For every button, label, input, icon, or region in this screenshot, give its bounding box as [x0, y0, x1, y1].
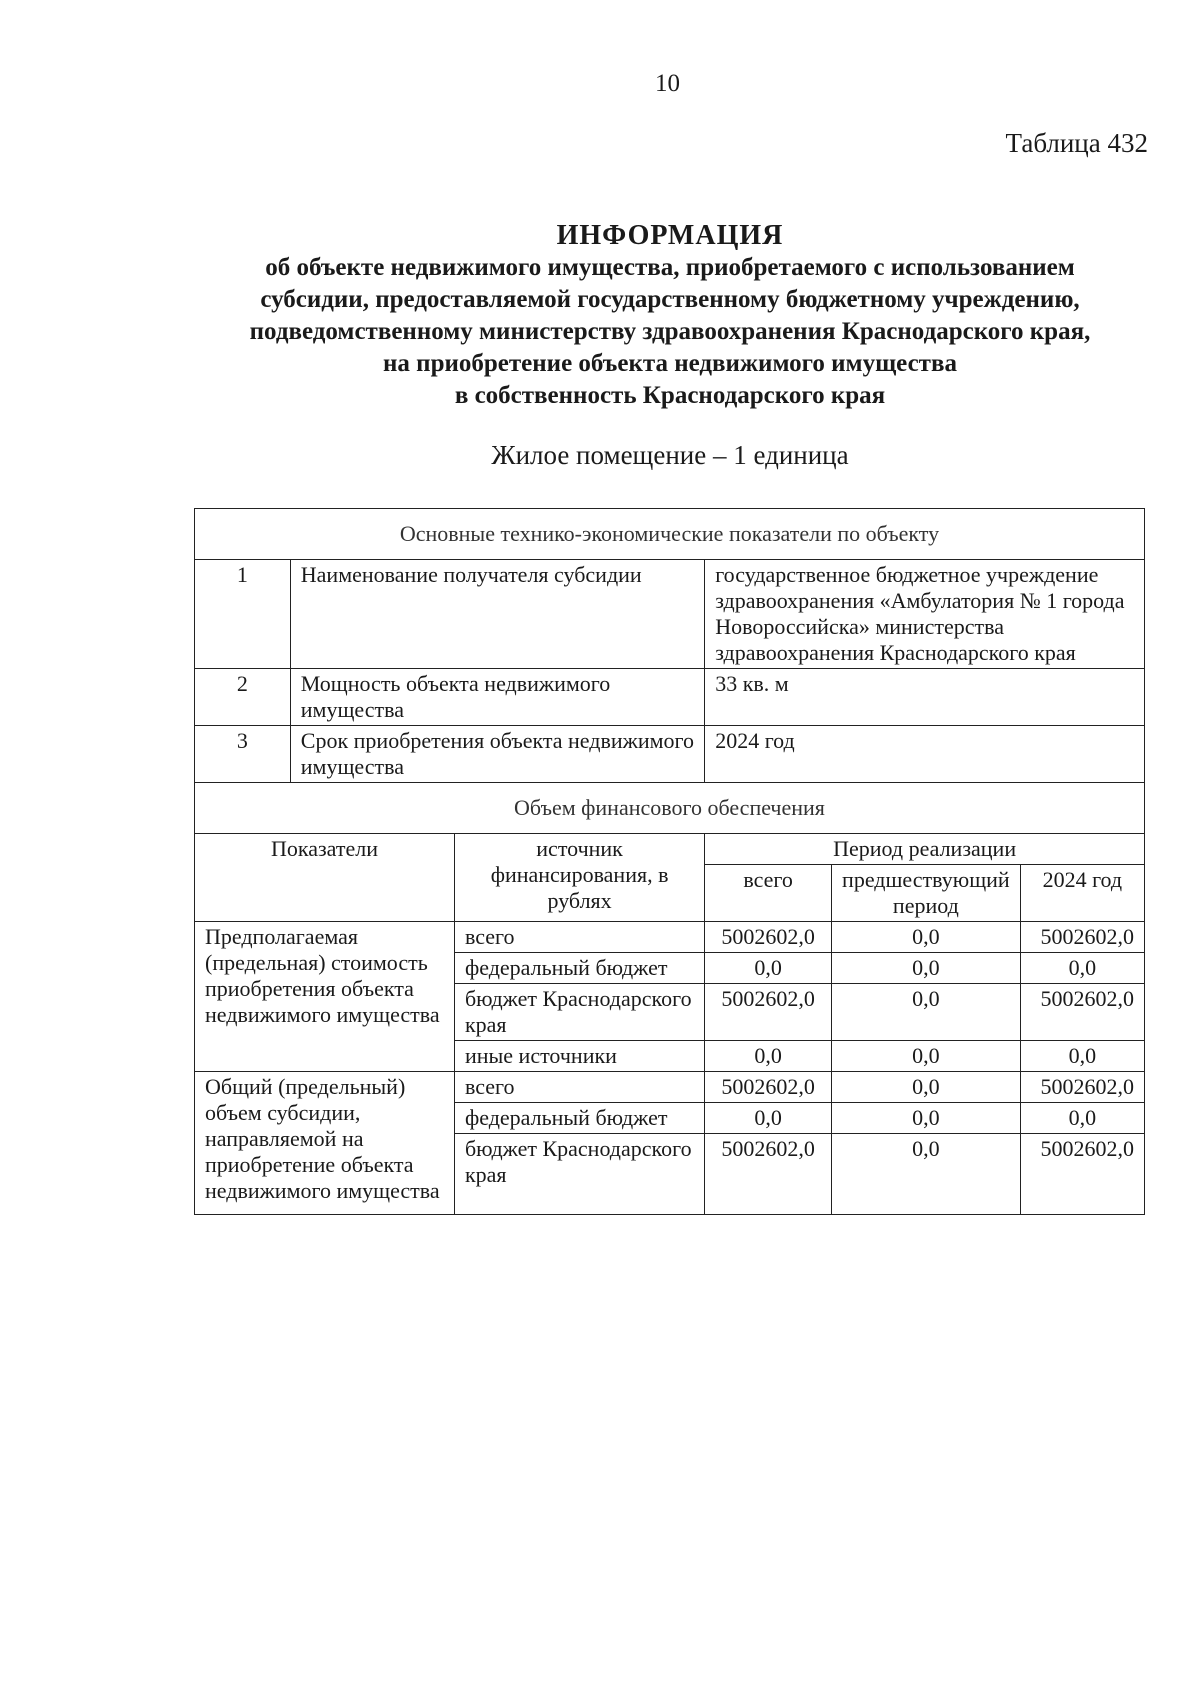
total-cell: 5002602,0: [705, 984, 832, 1041]
row-value: государственное бюджетное учреждение здравоохранения «Амбулатория № 1 города Новороссийска» министерства здравоохранения Краснодарского края: [705, 560, 1145, 669]
source-cell: иные источники: [454, 1041, 704, 1072]
total-cell: 5002602,0: [705, 1072, 832, 1103]
previous-cell: 0,0: [832, 984, 1021, 1041]
year-cell: 0,0: [1020, 953, 1144, 984]
previous-cell: 0,0: [832, 922, 1021, 953]
previous-cell: 0,0: [832, 953, 1021, 984]
total-cell: 0,0: [705, 1103, 832, 1134]
previous-cell: 0,0: [832, 1072, 1021, 1103]
row-number: 2: [195, 669, 291, 726]
info-table: [194, 508, 1145, 1215]
year-cell: 0,0: [1020, 1041, 1144, 1072]
col-source: источник финансирования, в рублях: [454, 834, 704, 922]
source-cell: всего: [454, 1072, 704, 1103]
document-title: [150, 220, 1190, 412]
page-number: 10: [655, 70, 680, 97]
column-header-row: [195, 834, 1145, 865]
col-previous: предшествующий период: [832, 865, 1021, 922]
group-label: Общий (предельный) объем субсидии, направляемой на приобретение объекта недвижимого имущества: [195, 1072, 455, 1215]
title-line: об объекте недвижимого имущества, приобретаемого с использованием: [265, 254, 1075, 281]
title-line: в собственность Краснодарского края: [454, 382, 886, 409]
row-number: 1: [195, 560, 291, 669]
row-label: Наименование получателя субсидии: [290, 560, 704, 669]
table-number: Таблица 432: [1005, 128, 1148, 158]
table-row: [195, 1072, 1145, 1103]
table-row: [195, 669, 1145, 726]
total-cell: 0,0: [705, 953, 832, 984]
col-indicators: Показатели: [195, 834, 455, 922]
previous-cell: 0,0: [832, 1134, 1021, 1215]
row-number: 3: [195, 726, 291, 783]
section2-header: Объем финансового обеспечения: [195, 783, 1145, 834]
table-row: [195, 560, 1145, 669]
row-label: Мощность объекта недвижимого имущества: [290, 669, 704, 726]
year-cell: 5002602,0: [1020, 922, 1144, 953]
row-value: 33 кв. м: [705, 669, 1145, 726]
year-cell: 5002602,0: [1020, 1072, 1144, 1103]
section-header-row: [195, 783, 1145, 834]
table-row: [195, 726, 1145, 783]
year-cell: 5002602,0: [1020, 1134, 1144, 1215]
source-cell: бюджет Краснодарского края: [454, 1134, 704, 1215]
source-cell: федеральный бюджет: [454, 953, 704, 984]
col-period: Период реализации: [705, 834, 1145, 865]
row-label: Срок приобретения объекта недвижимого имущества: [290, 726, 704, 783]
source-cell: всего: [454, 922, 704, 953]
section-header-row: [195, 509, 1145, 560]
total-cell: 5002602,0: [705, 922, 832, 953]
title-line: субсидии, предоставляемой государственному бюджетному учреждению,: [260, 286, 1080, 313]
year-cell: 0,0: [1020, 1103, 1144, 1134]
total-cell: 5002602,0: [705, 1134, 832, 1215]
col-total: всего: [705, 865, 832, 922]
previous-cell: 0,0: [832, 1103, 1021, 1134]
year-cell: 5002602,0: [1020, 984, 1144, 1041]
col-year: 2024 год: [1020, 865, 1144, 922]
title-line: подведомственному министерству здравоохранения Краснодарского края,: [249, 318, 1091, 345]
source-cell: федеральный бюджет: [454, 1103, 704, 1134]
subtitle: Жилое помещение – 1 единица: [491, 440, 849, 470]
previous-cell: 0,0: [832, 1041, 1021, 1072]
source-cell: бюджет Краснодарского края: [454, 984, 704, 1041]
title-main: ИНФОРМАЦИЯ: [556, 220, 784, 251]
total-cell: 0,0: [705, 1041, 832, 1072]
row-value: 2024 год: [705, 726, 1145, 783]
title-line: на приобретение объекта недвижимого имущества: [383, 350, 957, 377]
table-row: [195, 922, 1145, 953]
section1-header: Основные технико-экономические показатели по объекту: [195, 509, 1145, 560]
group-label: Предполагаемая (предельная) стоимость приобретения объекта недвижимого имущества: [195, 922, 455, 1072]
